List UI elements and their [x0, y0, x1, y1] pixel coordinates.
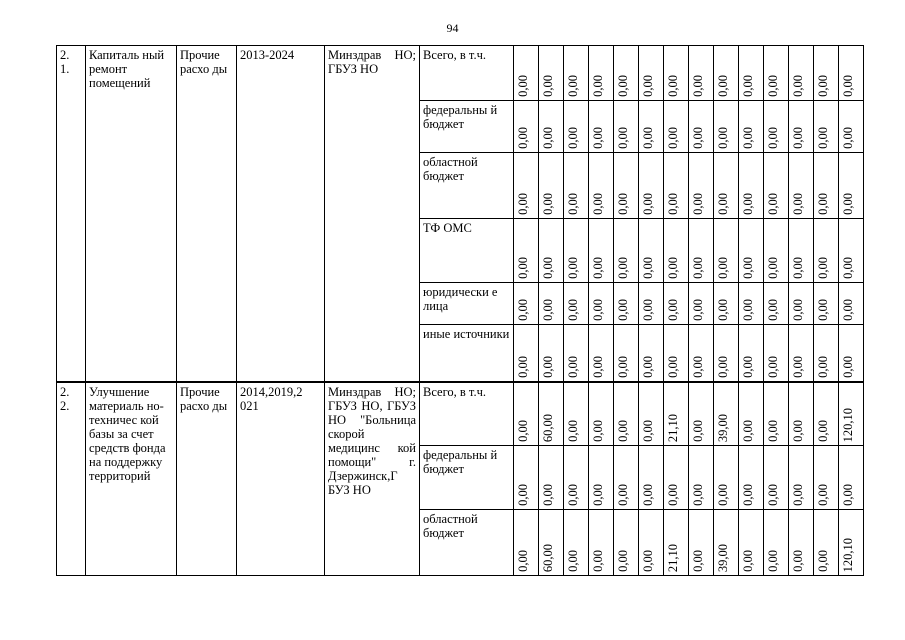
amount-cell — [714, 382, 739, 446]
amount-cell — [664, 510, 689, 576]
amount-value: 0,00 — [566, 355, 580, 378]
amount-cell — [814, 382, 839, 446]
amount-value: 0,00 — [841, 299, 855, 321]
amount-value: 0,00 — [766, 420, 780, 442]
amount-cell — [614, 283, 639, 325]
amount-cell — [664, 153, 689, 219]
amount-cell — [664, 446, 689, 510]
amount-value: 0,00 — [716, 355, 730, 378]
amount-value: 0,00 — [791, 484, 805, 506]
budget-table — [56, 45, 864, 576]
amount-value: 0,00 — [691, 420, 705, 442]
amount-value: 0,00 — [516, 75, 530, 97]
funding-source: областной бюджет — [420, 153, 514, 219]
amount-cell — [614, 510, 639, 576]
amount-cell — [614, 382, 639, 446]
amount-cell — [764, 153, 789, 219]
amount-value: 0,00 — [741, 193, 755, 215]
amount-value: 0,00 — [591, 193, 605, 215]
amount-cell — [639, 510, 664, 576]
amount-cell — [639, 219, 664, 283]
amount-cell — [539, 153, 564, 219]
amount-cell — [814, 510, 839, 576]
amount-cell — [614, 219, 639, 283]
amount-value: 0,00 — [816, 550, 830, 572]
amount-value: 0,00 — [691, 355, 705, 378]
amount-value: 0,00 — [841, 484, 855, 506]
amount-value: 0,00 — [666, 257, 680, 279]
amount-cell — [789, 46, 814, 101]
amount-value: 0,00 — [691, 193, 705, 215]
amount-value: 0,00 — [691, 299, 705, 321]
amount-cell — [589, 446, 614, 510]
row-number: 2. 1. — [57, 46, 86, 382]
amount-value: 0,00 — [591, 550, 605, 572]
amount-value: 0,00 — [716, 299, 730, 321]
amount-cell — [764, 325, 789, 382]
amount-cell — [664, 325, 689, 382]
amount-cell — [839, 325, 864, 382]
amount-cell — [514, 46, 539, 101]
amount-value: 0,00 — [591, 127, 605, 149]
amount-value: 0,00 — [666, 355, 680, 378]
amount-cell — [539, 510, 564, 576]
amount-value: 0,00 — [741, 299, 755, 321]
table-row — [57, 382, 864, 446]
amount-cell — [839, 510, 864, 576]
amount-cell — [639, 283, 664, 325]
amount-cell — [664, 219, 689, 283]
executor: Минздрав НО; ГБУЗ НО — [325, 46, 420, 382]
amount-value: 0,00 — [566, 257, 580, 279]
amount-value: 0,00 — [591, 420, 605, 442]
amount-cell — [564, 510, 589, 576]
amount-cell — [714, 46, 739, 101]
amount-cell — [814, 283, 839, 325]
amount-cell — [714, 325, 739, 382]
amount-cell — [514, 219, 539, 283]
amount-cell — [514, 325, 539, 382]
amount-value: 0,00 — [641, 484, 655, 506]
amount-cell — [789, 325, 814, 382]
amount-cell — [614, 446, 639, 510]
amount-cell — [589, 219, 614, 283]
amount-value: 60,00 — [541, 413, 555, 442]
amount-cell — [739, 382, 764, 446]
amount-value: 0,00 — [741, 420, 755, 442]
amount-value: 0,00 — [766, 299, 780, 321]
amount-cell — [639, 153, 664, 219]
amount-value: 0,00 — [616, 299, 630, 321]
amount-value: 0,00 — [616, 550, 630, 572]
amount-value: 0,00 — [741, 355, 755, 378]
amount-value: 0,00 — [741, 484, 755, 506]
amount-cell — [514, 382, 539, 446]
amount-value: 0,00 — [716, 127, 730, 149]
funding-source: ТФ ОМС — [420, 219, 514, 283]
amount-cell — [539, 446, 564, 510]
amount-value: 0,00 — [666, 75, 680, 97]
amount-value: 0,00 — [591, 257, 605, 279]
amount-value: 0,00 — [641, 257, 655, 279]
amount-cell — [564, 446, 589, 510]
amount-cell — [614, 325, 639, 382]
amount-value: 0,00 — [591, 299, 605, 321]
amount-value: 0,00 — [791, 355, 805, 378]
amount-value: 0,00 — [516, 257, 530, 279]
amount-cell — [564, 219, 589, 283]
amount-cell — [689, 325, 714, 382]
amount-cell — [714, 283, 739, 325]
amount-value: 120,10 — [841, 537, 855, 572]
amount-cell — [589, 325, 614, 382]
amount-cell — [814, 46, 839, 101]
amount-cell — [714, 219, 739, 283]
amount-cell — [789, 510, 814, 576]
amount-value: 0,00 — [641, 550, 655, 572]
amount-cell — [539, 325, 564, 382]
amount-cell — [689, 510, 714, 576]
amount-value: 39,00 — [716, 543, 730, 572]
amount-cell — [789, 446, 814, 510]
implementation-period: 2013-2024 — [237, 46, 325, 382]
amount-value: 0,00 — [566, 420, 580, 442]
amount-cell — [689, 153, 714, 219]
amount-cell — [564, 283, 589, 325]
amount-value: 0,00 — [766, 550, 780, 572]
amount-value: 0,00 — [841, 127, 855, 149]
amount-value: 0,00 — [641, 420, 655, 442]
amount-cell — [739, 510, 764, 576]
amount-cell — [764, 446, 789, 510]
amount-value: 0,00 — [766, 484, 780, 506]
amount-cell — [639, 46, 664, 101]
amount-value: 0,00 — [516, 550, 530, 572]
amount-cell — [514, 153, 539, 219]
amount-value: 0,00 — [591, 355, 605, 378]
amount-value: 0,00 — [541, 75, 555, 97]
amount-value: 0,00 — [516, 355, 530, 378]
amount-cell — [714, 101, 739, 153]
amount-cell — [789, 219, 814, 283]
funding-source: федеральны й бюджет — [420, 446, 514, 510]
amount-value: 0,00 — [841, 75, 855, 97]
amount-value: 0,00 — [816, 420, 830, 442]
amount-value: 0,00 — [816, 193, 830, 215]
amount-cell — [714, 510, 739, 576]
amount-value: 0,00 — [766, 257, 780, 279]
measure-name: Улучшение материаль но-техничес кой базы за счет средств фонда на поддержку территорий — [86, 382, 177, 576]
amount-value: 0,00 — [816, 484, 830, 506]
amount-value: 0,00 — [616, 127, 630, 149]
amount-cell — [539, 46, 564, 101]
amount-cell — [564, 382, 589, 446]
amount-value: 0,00 — [816, 257, 830, 279]
amount-value: 0,00 — [666, 299, 680, 321]
amount-cell — [814, 153, 839, 219]
amount-cell — [564, 153, 589, 219]
amount-value: 0,00 — [516, 299, 530, 321]
amount-value: 0,00 — [616, 257, 630, 279]
amount-value: 0,00 — [516, 484, 530, 506]
amount-value: 0,00 — [816, 355, 830, 378]
amount-cell — [739, 101, 764, 153]
amount-value: 0,00 — [791, 257, 805, 279]
amount-value: 0,00 — [741, 257, 755, 279]
amount-value: 0,00 — [591, 75, 605, 97]
amount-value: 0,00 — [516, 193, 530, 215]
amount-cell — [514, 510, 539, 576]
amount-cell — [539, 382, 564, 446]
amount-value: 0,00 — [541, 257, 555, 279]
amount-value: 0,00 — [716, 193, 730, 215]
amount-cell — [714, 153, 739, 219]
amount-cell — [764, 283, 789, 325]
amount-value: 120,10 — [841, 407, 855, 442]
amount-cell — [739, 153, 764, 219]
amount-cell — [514, 283, 539, 325]
measure-name: Капиталь ный ремонт помещений — [86, 46, 177, 382]
amount-value: 0,00 — [616, 193, 630, 215]
amount-cell — [564, 325, 589, 382]
amount-cell — [639, 446, 664, 510]
amount-cell — [764, 219, 789, 283]
amount-cell — [614, 153, 639, 219]
funding-source: иные источники — [420, 325, 514, 382]
amount-value: 0,00 — [766, 127, 780, 149]
amount-value: 0,00 — [791, 420, 805, 442]
amount-value: 0,00 — [766, 355, 780, 378]
amount-cell — [764, 510, 789, 576]
amount-cell — [789, 101, 814, 153]
amount-cell — [789, 153, 814, 219]
amount-cell — [839, 101, 864, 153]
table-body — [57, 46, 864, 576]
amount-cell — [564, 46, 589, 101]
amount-cell — [589, 46, 614, 101]
amount-value: 0,00 — [741, 75, 755, 97]
implementation-period: 2014,2019,2 021 — [237, 382, 325, 576]
amount-cell — [739, 219, 764, 283]
amount-value: 0,00 — [666, 127, 680, 149]
amount-value: 0,00 — [641, 127, 655, 149]
amount-cell — [589, 153, 614, 219]
amount-cell — [639, 101, 664, 153]
amount-value: 0,00 — [566, 127, 580, 149]
amount-cell — [814, 446, 839, 510]
amount-value: 0,00 — [541, 355, 555, 378]
table-row — [57, 46, 864, 101]
amount-cell — [589, 101, 614, 153]
amount-value: 0,00 — [816, 127, 830, 149]
amount-cell — [839, 153, 864, 219]
amount-value: 0,00 — [516, 420, 530, 442]
amount-value: 0,00 — [716, 257, 730, 279]
amount-cell — [814, 325, 839, 382]
amount-value: 0,00 — [791, 550, 805, 572]
amount-value: 0,00 — [541, 484, 555, 506]
amount-cell — [589, 510, 614, 576]
amount-cell — [739, 325, 764, 382]
expense-type: Прочие расхо ды — [177, 46, 237, 382]
amount-cell — [839, 446, 864, 510]
amount-value: 0,00 — [641, 299, 655, 321]
amount-value: 0,00 — [566, 299, 580, 321]
amount-value: 0,00 — [691, 550, 705, 572]
amount-cell — [689, 219, 714, 283]
amount-cell — [764, 101, 789, 153]
expense-type: Прочие расхо ды — [177, 382, 237, 576]
amount-cell — [739, 446, 764, 510]
amount-value: 0,00 — [541, 127, 555, 149]
amount-value: 0,00 — [841, 257, 855, 279]
amount-cell — [564, 101, 589, 153]
amount-cell — [839, 382, 864, 446]
amount-cell — [664, 46, 689, 101]
amount-value: 0,00 — [716, 75, 730, 97]
amount-value: 0,00 — [791, 299, 805, 321]
amount-cell — [539, 101, 564, 153]
amount-cell — [839, 46, 864, 101]
amount-value: 21,10 — [666, 413, 680, 442]
amount-value: 0,00 — [666, 193, 680, 215]
amount-cell — [539, 283, 564, 325]
executor: Минздрав НО; ГБУЗ НО, ГБУЗ НО "Больница скорой медицинс кой помощи" г. Дзержинск,Г БУЗ НО — [325, 382, 420, 576]
funding-source: Всего, в т.ч. — [420, 46, 514, 101]
amount-value: 0,00 — [641, 355, 655, 378]
amount-cell — [689, 283, 714, 325]
amount-cell — [689, 446, 714, 510]
funding-source: Всего, в т.ч. — [420, 382, 514, 446]
amount-cell — [664, 283, 689, 325]
amount-cell — [514, 101, 539, 153]
amount-value: 0,00 — [691, 75, 705, 97]
amount-cell — [639, 325, 664, 382]
amount-value: 0,00 — [766, 75, 780, 97]
amount-value: 0,00 — [641, 193, 655, 215]
amount-value: 0,00 — [641, 75, 655, 97]
amount-value: 0,00 — [541, 299, 555, 321]
amount-value: 0,00 — [791, 75, 805, 97]
amount-cell — [689, 46, 714, 101]
amount-value: 0,00 — [666, 484, 680, 506]
amount-value: 0,00 — [541, 193, 555, 215]
amount-value: 0,00 — [566, 484, 580, 506]
amount-cell — [839, 283, 864, 325]
amount-cell — [739, 46, 764, 101]
amount-value: 0,00 — [566, 550, 580, 572]
amount-cell — [764, 382, 789, 446]
amount-value: 0,00 — [791, 193, 805, 215]
amount-value: 0,00 — [616, 355, 630, 378]
amount-cell — [589, 283, 614, 325]
amount-cell — [664, 101, 689, 153]
amount-cell — [814, 219, 839, 283]
amount-cell — [764, 46, 789, 101]
amount-value: 0,00 — [566, 193, 580, 215]
amount-value: 0,00 — [691, 257, 705, 279]
amount-value: 0,00 — [716, 484, 730, 506]
amount-value: 0,00 — [616, 420, 630, 442]
amount-cell — [789, 283, 814, 325]
amount-value: 39,00 — [716, 413, 730, 442]
amount-cell — [714, 446, 739, 510]
amount-cell — [539, 219, 564, 283]
amount-cell — [739, 283, 764, 325]
amount-cell — [814, 101, 839, 153]
amount-value: 0,00 — [791, 127, 805, 149]
amount-cell — [689, 101, 714, 153]
funding-source: федеральны й бюджет — [420, 101, 514, 153]
row-number: 2. 2. — [57, 382, 86, 576]
amount-value: 0,00 — [841, 355, 855, 378]
amount-value: 0,00 — [766, 193, 780, 215]
amount-value: 0,00 — [591, 484, 605, 506]
amount-value: 0,00 — [691, 484, 705, 506]
amount-value: 0,00 — [566, 75, 580, 97]
amount-cell — [614, 46, 639, 101]
amount-value: 0,00 — [616, 484, 630, 506]
amount-value: 60,00 — [541, 543, 555, 572]
amount-value: 0,00 — [616, 75, 630, 97]
amount-cell — [839, 219, 864, 283]
funding-source: юридически е лица — [420, 283, 514, 325]
amount-cell — [639, 382, 664, 446]
amount-value: 0,00 — [816, 75, 830, 97]
amount-value: 0,00 — [516, 127, 530, 149]
amount-value: 0,00 — [841, 193, 855, 215]
amount-cell — [589, 382, 614, 446]
amount-cell — [789, 382, 814, 446]
amount-value: 0,00 — [816, 299, 830, 321]
amount-value: 0,00 — [741, 550, 755, 572]
funding-source: областной бюджет — [420, 510, 514, 576]
amount-value: 0,00 — [691, 127, 705, 149]
amount-cell — [514, 446, 539, 510]
amount-cell — [689, 382, 714, 446]
page-number: 94 — [446, 21, 459, 35]
amount-value: 0,00 — [741, 127, 755, 149]
amount-value: 21,10 — [666, 543, 680, 572]
amount-cell — [614, 101, 639, 153]
amount-cell — [664, 382, 689, 446]
